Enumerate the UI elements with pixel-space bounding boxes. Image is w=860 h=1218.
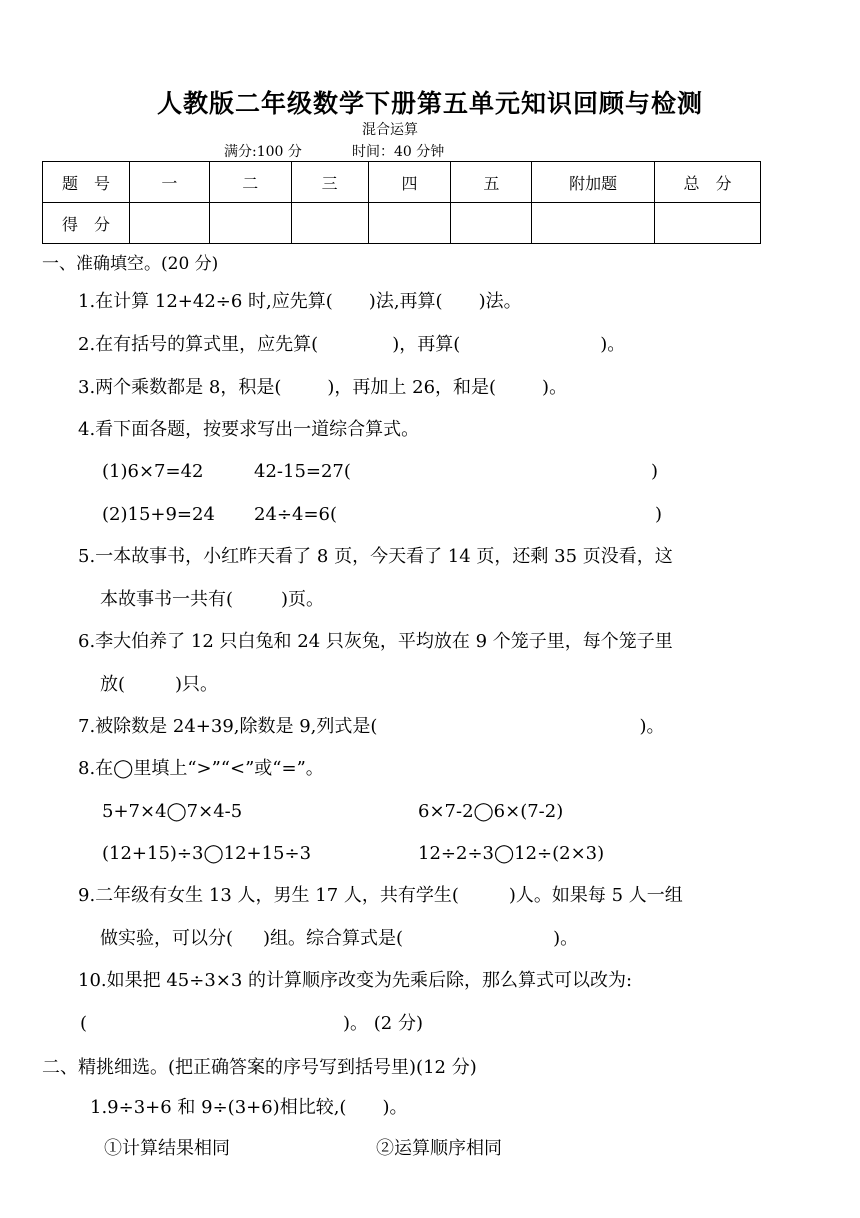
score-input-cell[interactable]: [291, 203, 368, 244]
score-table-cell: 五: [451, 162, 532, 203]
score-input-cell[interactable]: [532, 203, 655, 244]
question-9-line-1: 9.二年级有女生 13 人，男生 17 人，共有学生( )人。如果每 5 人一组: [78, 885, 683, 906]
question-10-line-1: 10.如果把 45÷3×3 的计算顺序改变为先乘后除，那么算式可以改为:: [78, 970, 633, 991]
question-4-stem: 4.看下面各题，按要求写出一道综合算式。: [78, 419, 420, 440]
score-table-cell: 二: [209, 162, 291, 203]
question-4-part-1: (1)6×7=42: [102, 461, 204, 482]
comparison-item[interactable]: (12+15)÷3◯12+15÷3: [102, 843, 312, 864]
question-1: 1.在计算 12+42÷6 时,应先算( )法,再算( )法。: [78, 291, 522, 312]
closing-paren: ): [651, 461, 659, 482]
question-5-line-2: 本故事书一共有( )页。: [100, 589, 325, 610]
question-8-stem: 8.在◯里填上“>”“<”或“=”。: [78, 758, 324, 779]
score-table-score-row: [43, 203, 761, 244]
score-table: [42, 161, 761, 244]
comparison-item[interactable]: 6×7-2◯6×(7-2): [418, 801, 564, 822]
score-table-cell: 一: [129, 162, 209, 203]
score-table-cell: 三: [291, 162, 368, 203]
time-label: 时间：40 分钟: [352, 144, 445, 160]
question-5-line-1: 5.一本故事书，小红昨天看了 8 页，今天看了 14 页，还剩 35 页没看，这: [78, 546, 673, 567]
question-2: 2.在有括号的算式里，应先算( )，再算( )。: [78, 334, 626, 355]
comparison-item[interactable]: 12÷2÷3◯12÷(2×3): [418, 843, 605, 864]
answer-blank[interactable]: [340, 503, 652, 527]
score-input-cell[interactable]: [655, 203, 761, 244]
question-7: 7.被除数是 24+39,除数是 9,列式是( )。: [78, 716, 665, 737]
section2-heading: 二、精挑细选。(把正确答案的序号写到括号里)(12 分): [42, 1057, 477, 1078]
choice-option-1[interactable]: ①计算结果相同: [104, 1138, 230, 1159]
question-10-line-2: ( )。 (2 分): [80, 1013, 423, 1034]
question-3: 3.两个乘数都是 8，积是( )，再加上 26，和是( )。: [78, 377, 568, 398]
score-input-cell[interactable]: [368, 203, 451, 244]
section1-heading: 一、准确填空。(20 分): [42, 254, 219, 274]
question-4-part-2-expr: 24÷4=6(: [254, 504, 337, 525]
closing-paren: ): [655, 504, 663, 525]
page-subtitle: 混合运算: [362, 122, 418, 138]
score-table-cell: 总 分: [655, 162, 761, 203]
score-input-cell[interactable]: [451, 203, 532, 244]
question-4-part-2: (2)15+9=24: [102, 504, 215, 525]
score-table-cell: 题 号: [43, 162, 130, 203]
score-input-cell[interactable]: [129, 203, 209, 244]
full-score-label: 满分:100 分: [224, 144, 302, 160]
score-table-header-row: [43, 162, 761, 203]
comparison-item[interactable]: 5+7×4◯7×4-5: [102, 801, 243, 822]
score-table-cell: 四: [368, 162, 451, 203]
page-title: 人教版二年级数学下册第五单元知识回顾与检测: [156, 89, 703, 118]
choice-question-1: 1.9÷3+6 和 9÷(3+6)相比较,( )。: [90, 1097, 408, 1118]
score-input-cell[interactable]: [209, 203, 291, 244]
answer-blank[interactable]: [356, 460, 648, 484]
score-table-cell: 得 分: [43, 203, 130, 244]
score-table-cell: 附加题: [532, 162, 655, 203]
question-4-part-1-expr: 42-15=27(: [254, 461, 351, 482]
choice-option-2[interactable]: ②运算顺序相同: [376, 1138, 502, 1159]
question-6-line-2: 放( )只。: [100, 674, 219, 695]
question-6-line-1: 6.李大伯养了 12 只白兔和 24 只灰兔，平均放在 9 个笼子里，每个笼子里: [78, 631, 673, 652]
question-9-line-2: 做实验，可以分( )组。综合算式是( )。: [100, 928, 579, 949]
